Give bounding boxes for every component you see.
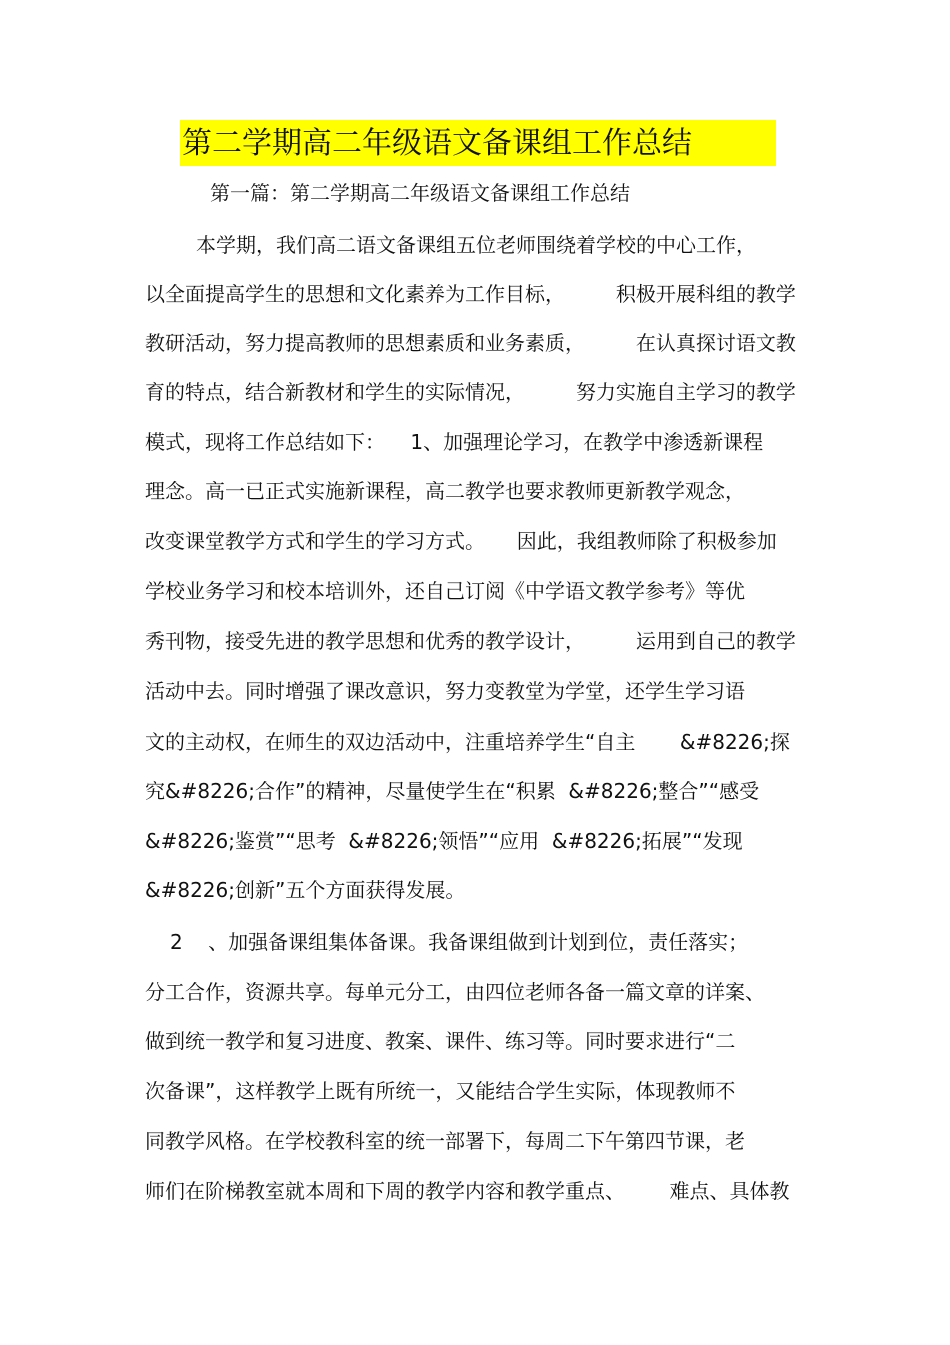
body-line: 次备课”，这样教学上既有所统一，又能结合学生实际，体现教师不 xyxy=(145,1079,736,1103)
body-line: 本学期，我们高二语文备课组五位老师围绕着学校的中心工作， xyxy=(196,233,756,257)
body-line: &#8226;鉴赏”“思考 &#8226;领悟”“应用 &#8226;拓展”“发现 xyxy=(145,829,743,853)
body-line: 理念。高一已正式实施新课程，高二教学也要求教师更新教学观念， xyxy=(145,479,745,503)
body-line: 活动中去。同时增强了课改意识，努力变教堂为学堂，还学生学习语 xyxy=(145,679,745,703)
document-title: 第二学期高二年级语文备课组工作总结 xyxy=(182,126,692,161)
body-line: 教研活动，努力提高教师的思想素质和业务素质， 在认真探讨语文教 xyxy=(145,331,796,355)
body-line: 以全面提高学生的思想和文化素养为工作目标， 积极开展科组的教学 xyxy=(145,282,796,306)
body-line: 分工合作，资源共享。每单元分工，由四位老师各备一篇文章的详案、 xyxy=(145,980,765,1004)
body-line: 2 、加强备课组集体备课。我备课组做到计划到位，责任落实； xyxy=(170,930,749,954)
body-line: 模式，现将工作总结如下： 1、加强理论学习，在教学中渗透新课程 xyxy=(145,430,764,454)
body-line: 学校业务学习和校本培训外，还自己订阅《中学语文教学参考》等优 xyxy=(145,579,745,603)
body-line: 育的特点，结合新教材和学生的实际情况， 努力实施自主学习的教学 xyxy=(145,380,796,404)
body-line: 文的主动权，在师生的双边活动中，注重培养学生“自主 &#8226;探 xyxy=(145,730,790,754)
body-line: 秀刊物，接受先进的教学思想和优秀的教学设计， 运用到自己的教学 xyxy=(145,629,796,653)
body-line: 同教学风格。在学校教科室的统一部署下，每周二下午第四节课，老 xyxy=(145,1129,745,1153)
body-line: 究&#8226;合作”的精神，尽量使学生在“积累 &#8226;整合”“感受 xyxy=(145,779,760,803)
document-subtitle: 第一篇：第二学期高二年级语文备课组工作总结 xyxy=(210,181,630,205)
body-line: 改变课堂教学方式和学生的学习方式。 因此，我组教师除了积极参加 xyxy=(145,529,777,553)
body-line: 师们在阶梯教室就本周和下周的教学内容和教学重点、 难点、具体教 xyxy=(145,1179,790,1203)
body-line: &#8226;创新”五个方面获得发展。 xyxy=(145,878,466,902)
body-line: 做到统一教学和复习进度、教案、课件、练习等。同时要求进行“二 xyxy=(145,1029,736,1053)
